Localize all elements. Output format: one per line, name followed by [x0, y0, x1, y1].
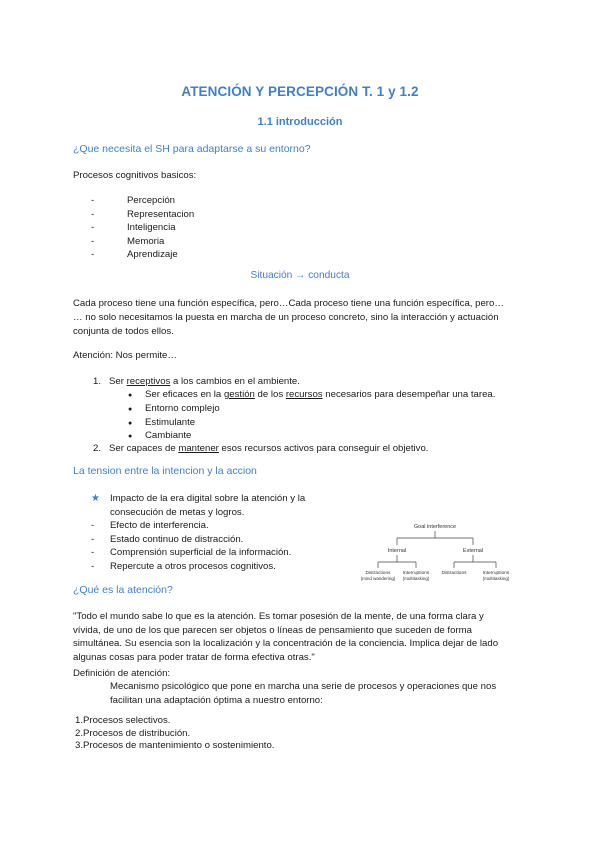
- list-item: - Aprendizaje: [91, 249, 178, 260]
- list-item: - Comprensión superficial de la información.: [91, 547, 292, 558]
- star-icon: ★: [91, 493, 100, 504]
- diagram-external: External: [462, 548, 484, 554]
- procesos-label: Procesos cognitivos basicos:: [73, 170, 197, 181]
- sub-bullet: ● Cambiante: [128, 430, 192, 441]
- definition-label: Definición de atención:: [73, 668, 171, 679]
- diagram-leaf-sub: (multitasking): [402, 576, 430, 581]
- diagram-leaf: Interruptions: [482, 571, 510, 576]
- process-item: 3.Procesos de mantenimiento o sostenimiento.: [75, 740, 275, 751]
- star-item: ★ Impacto de la era digital sobre la atención y la: [91, 493, 306, 504]
- process-item: 2.Procesos de distribución.: [75, 727, 191, 739]
- paragraph-line: Cada proceso tiene una función específica, pero…Cada proceso tiene una función específica, pero…: [73, 298, 504, 309]
- diagram-root: Goal interference: [413, 524, 457, 530]
- numbered-item-2: 2. Ser capaces de mantener esos recursos activos para conseguir el objetivo.: [93, 443, 429, 454]
- paragraph-line: … no solo necesitamos la puesta en marcha de un proceso concreto, sino la interacción y actuación: [73, 312, 499, 323]
- goal-interference-diagram: [350, 518, 520, 588]
- diagram-leaf: Interruptions: [402, 571, 430, 576]
- sub-bullet: ● Entorno complejo: [128, 403, 220, 414]
- quote-line: simultánea. Su esencia son la localización y la concentración de la conciencia. Implica dejar de lado: [73, 638, 499, 649]
- list-item: - Memoria: [91, 235, 165, 247]
- section-subtitle: 1.1 introducción: [257, 116, 343, 128]
- numbered-item-1: 1. Ser receptivos a los cambios en el ambiente.: [93, 376, 300, 387]
- process-item: 1.Procesos selectivos.: [75, 715, 171, 726]
- list-item: - Repercute a otros procesos cognitivos.: [91, 560, 276, 572]
- star-item-continuation: consecución de metas y logros.: [110, 506, 245, 518]
- tension-heading: La tension entre la intencion y la accion: [73, 465, 257, 477]
- list-item: - Inteligencia: [91, 222, 176, 233]
- quote-line: vívida, de uno de los que parecen ser objetos o líneas de pensamiento que suceden de forma: [73, 624, 472, 636]
- situacion-heading: Situación → conducta: [250, 270, 350, 281]
- question-heading-2: ¿Qué es la atención?: [73, 584, 173, 596]
- diagram-leaf: Distractions: [365, 571, 391, 576]
- quote-line: algunas cosas para poder tratar de forma efectiva otras.": [73, 651, 315, 663]
- list-item: - Efecto de interferencia.: [91, 520, 209, 531]
- list-item: - Percepción: [91, 195, 175, 206]
- definition-line: Mecanismo psicológico que pone en marcha una serie de procesos y operaciones que nos: [110, 681, 497, 692]
- list-item: - Representacion: [91, 208, 195, 220]
- quote-line: "Todo el mundo sabe lo que es la atención. Es tomar posesión de la mente, de una forma clara y: [73, 611, 484, 622]
- diagram-leaf-sub: (mind wandering): [360, 576, 396, 581]
- diagram-leaf: Distractions: [441, 571, 467, 576]
- sub-bullet: ● Ser eficaces en la gestión de los recursos necesarios para desempeñar una tarea.: [128, 389, 496, 400]
- question-heading-1: ¿Que necesita el SH para adaptarse a su entorno?: [73, 143, 311, 155]
- list-item: - Estado continuo de distracción.: [91, 533, 244, 545]
- paragraph-line: conjunta de todos ellos.: [73, 326, 174, 337]
- diagram-internal: Internal: [387, 548, 407, 554]
- page-title: ATENCIÓN Y PERCEPCIÓN T. 1 y 1.2: [181, 84, 419, 99]
- diagram-leaf-sub: (multitasking): [482, 576, 510, 581]
- definition-line: facilitan una adaptación óptima a nuestro entorno:: [110, 694, 323, 706]
- atencion-label: Atención: Nos permite…: [73, 350, 177, 361]
- sub-bullet: ● Estimulante: [128, 416, 196, 428]
